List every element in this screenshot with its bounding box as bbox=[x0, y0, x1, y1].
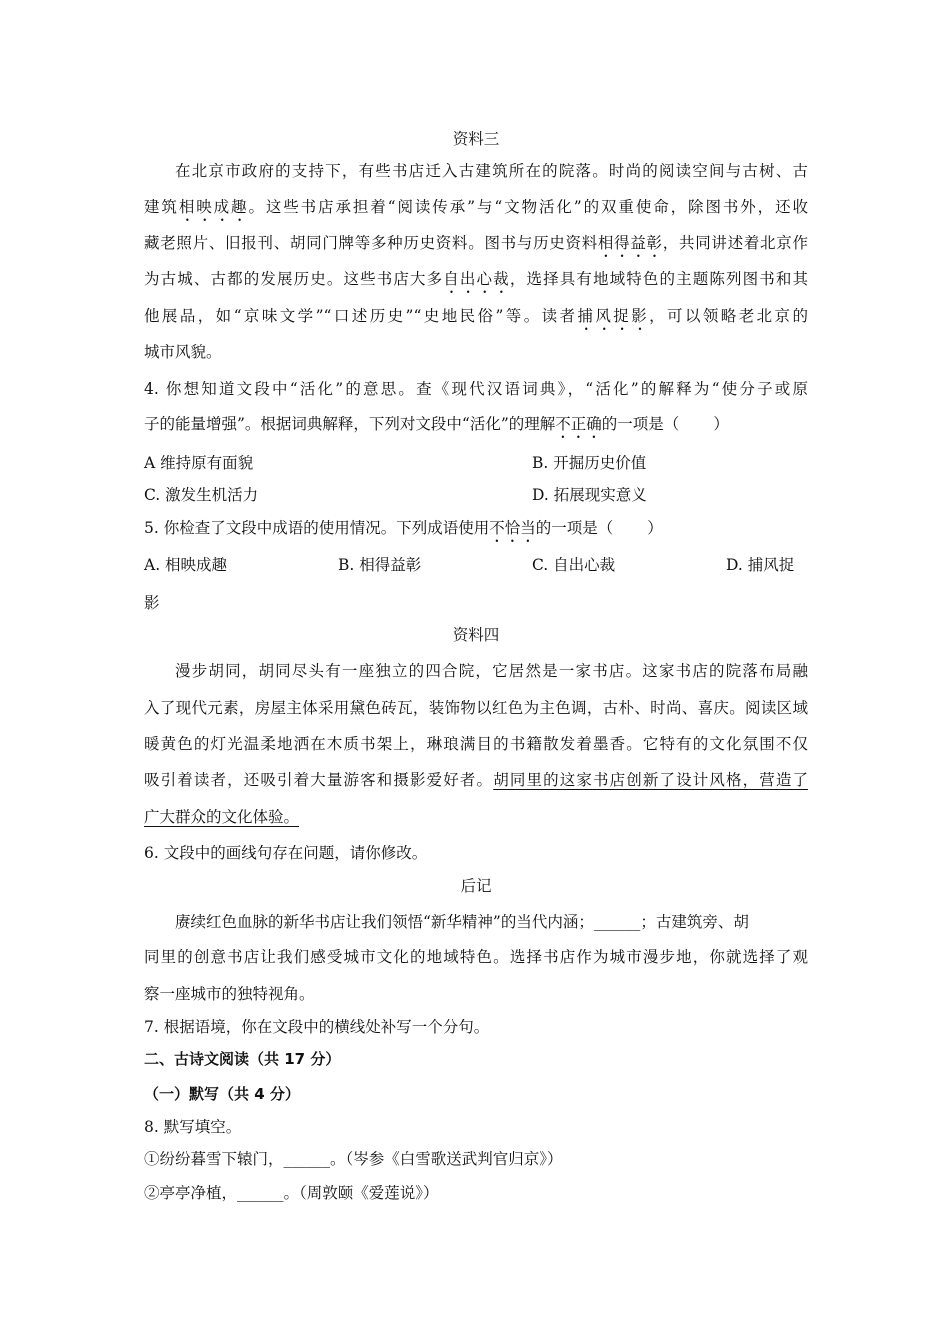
paragraph-line bbox=[144, 305, 808, 334]
text-span: 。这些书店承担着“阅读传承”与“文物活化”的双重使命，除图书外，还收 bbox=[248, 198, 808, 216]
text-span: ，共同讲述着北京作 bbox=[662, 234, 808, 252]
section-title-material-4: 资料四 bbox=[452, 626, 500, 644]
text-span: 。（岑参《白雪歌送武判官归京》） bbox=[330, 1150, 563, 1168]
subsection-heading: （一）默写（共 4 分） bbox=[144, 1085, 300, 1103]
option-c: C. 激发生机活力 bbox=[144, 486, 259, 504]
question-5-stem bbox=[144, 517, 808, 546]
text-span: 子的能量增强”。根据词典解释，下列对文段中“活化”的理解 bbox=[144, 415, 556, 433]
question-8-item-1 bbox=[144, 1148, 808, 1170]
option-d-continued: 影 bbox=[144, 594, 160, 612]
emphasized-idiom: 捕风捉影 bbox=[577, 307, 650, 325]
text-span: 的一项是（ bbox=[535, 519, 614, 537]
emphasized-word: 不正确 bbox=[555, 415, 602, 433]
paragraph-line: 同里的创意书店让我们感受城市文化的地域特色。选择书店作为城市漫步地，你就选择了观 bbox=[144, 948, 808, 966]
option-a: A 维持原有面貌 bbox=[144, 454, 254, 472]
option-b: B. 相得益彰 bbox=[338, 556, 422, 574]
paragraph-line: 在北京市政府的支持下，有些书店迁入古建筑所在的院落。时尚的阅读空间与古树、古 bbox=[175, 162, 808, 180]
text-span: 赓续红色血脉的新华书店让我们领悟“新华精神”的当代内涵； bbox=[175, 913, 594, 931]
text-span: ，选择具有地域特色的主题陈列图书和其 bbox=[509, 270, 808, 288]
paragraph-line: 暖黄色的灯光温柔地洒在木质书架上，琳琅满目的书籍散发着墨香。它特有的文化氛围不仅 bbox=[144, 735, 808, 753]
option-a: A. 相映成趣 bbox=[144, 556, 228, 574]
option-d: D. 拓展现实意义 bbox=[532, 486, 647, 504]
text-span: 为古城、古都的发展历史。这些书店大多 bbox=[144, 270, 444, 288]
question-4-stem: 4. 你想知道文段中“活化”的意思。查《现代汉语词典》，“活化”的解释为“使分子或原 bbox=[144, 380, 808, 398]
text-span: 建筑 bbox=[144, 198, 179, 216]
emphasized-idiom: 自出心裁 bbox=[443, 270, 510, 288]
text-span: 他展品，如“京味文学”“口述历史”“史地民俗”等。读者 bbox=[144, 307, 578, 325]
text-span: ，可以领略老北京的 bbox=[649, 307, 808, 325]
option-b: B. 开掘历史价值 bbox=[532, 454, 647, 472]
paragraph-line bbox=[144, 196, 808, 225]
paragraph-line bbox=[144, 268, 808, 297]
emphasized-word: 不恰当 bbox=[489, 519, 536, 537]
option-c: C. 自出心裁 bbox=[532, 556, 616, 574]
underlined-sentence: 胡同里的这家书店创新了设计风格，营造了 bbox=[493, 771, 808, 789]
paragraph-line bbox=[144, 232, 808, 261]
paragraph-line bbox=[144, 769, 808, 791]
question-4-stem bbox=[144, 413, 808, 442]
underlined-sentence: 广大群众的文化体验。 bbox=[144, 808, 300, 826]
text-span: 5. 你检查了文段中成语的使用情况。下列成语使用 bbox=[144, 519, 490, 537]
emphasized-idiom: 相映成趣 bbox=[178, 198, 249, 216]
paragraph-line bbox=[144, 806, 808, 828]
question-6: 6. 文段中的画线句存在问题，请你修改。 bbox=[144, 844, 428, 862]
paragraph-line: 城市风貌。 bbox=[144, 343, 222, 361]
question-8-item-2 bbox=[144, 1182, 808, 1204]
paragraph-line: 察一座城市的独特视角。 bbox=[144, 985, 315, 1003]
text-span: 。（周敦颐《爱莲说》） bbox=[283, 1184, 439, 1202]
text-span: 藏老照片、旧报刊、胡同门牌等多种历史资料。图书与历史资料 bbox=[144, 234, 598, 252]
question-7: 7. 根据语境，你在文段中的横线处补写一个分句。 bbox=[144, 1018, 490, 1036]
paragraph-line: 漫步胡同，胡同尽头有一座独立的四合院，它居然是一家书店。这家书店的院落布局融 bbox=[175, 662, 808, 680]
paragraph-line bbox=[144, 911, 808, 933]
text-span: ；古建筑旁、胡 bbox=[640, 913, 749, 931]
section-heading: 二、古诗文阅读（共 17 分） bbox=[144, 1050, 341, 1068]
fill-blank[interactable]: ______ bbox=[283, 1150, 331, 1168]
emphasized-idiom: 相得益彰 bbox=[597, 234, 663, 252]
fill-blank[interactable]: ______ bbox=[237, 1184, 284, 1202]
paragraph-line: 入了现代元素，房屋主体采用黛色砖瓦，装饰物以红色为主色调，古朴、时尚、喜庆。阅读区域 bbox=[144, 699, 808, 717]
fill-blank[interactable]: ______ bbox=[593, 913, 641, 931]
option-d: D. 捕风捉 bbox=[726, 556, 795, 574]
text-span: ） bbox=[713, 415, 729, 433]
section-title-material-3: 资料三 bbox=[452, 130, 500, 148]
text-span: 的一项是（ bbox=[601, 415, 680, 433]
text-span: 吸引着读者，还吸引着大量游客和摄影爱好者。 bbox=[144, 771, 494, 789]
text-span: ） bbox=[647, 519, 663, 537]
question-8-title: 8. 默写填空。 bbox=[144, 1118, 242, 1136]
text-span: ①纷纷暮雪下辕门， bbox=[144, 1150, 284, 1168]
section-title-afterword: 后记 bbox=[460, 877, 492, 895]
text-span: ②亭亭净植， bbox=[144, 1184, 238, 1202]
